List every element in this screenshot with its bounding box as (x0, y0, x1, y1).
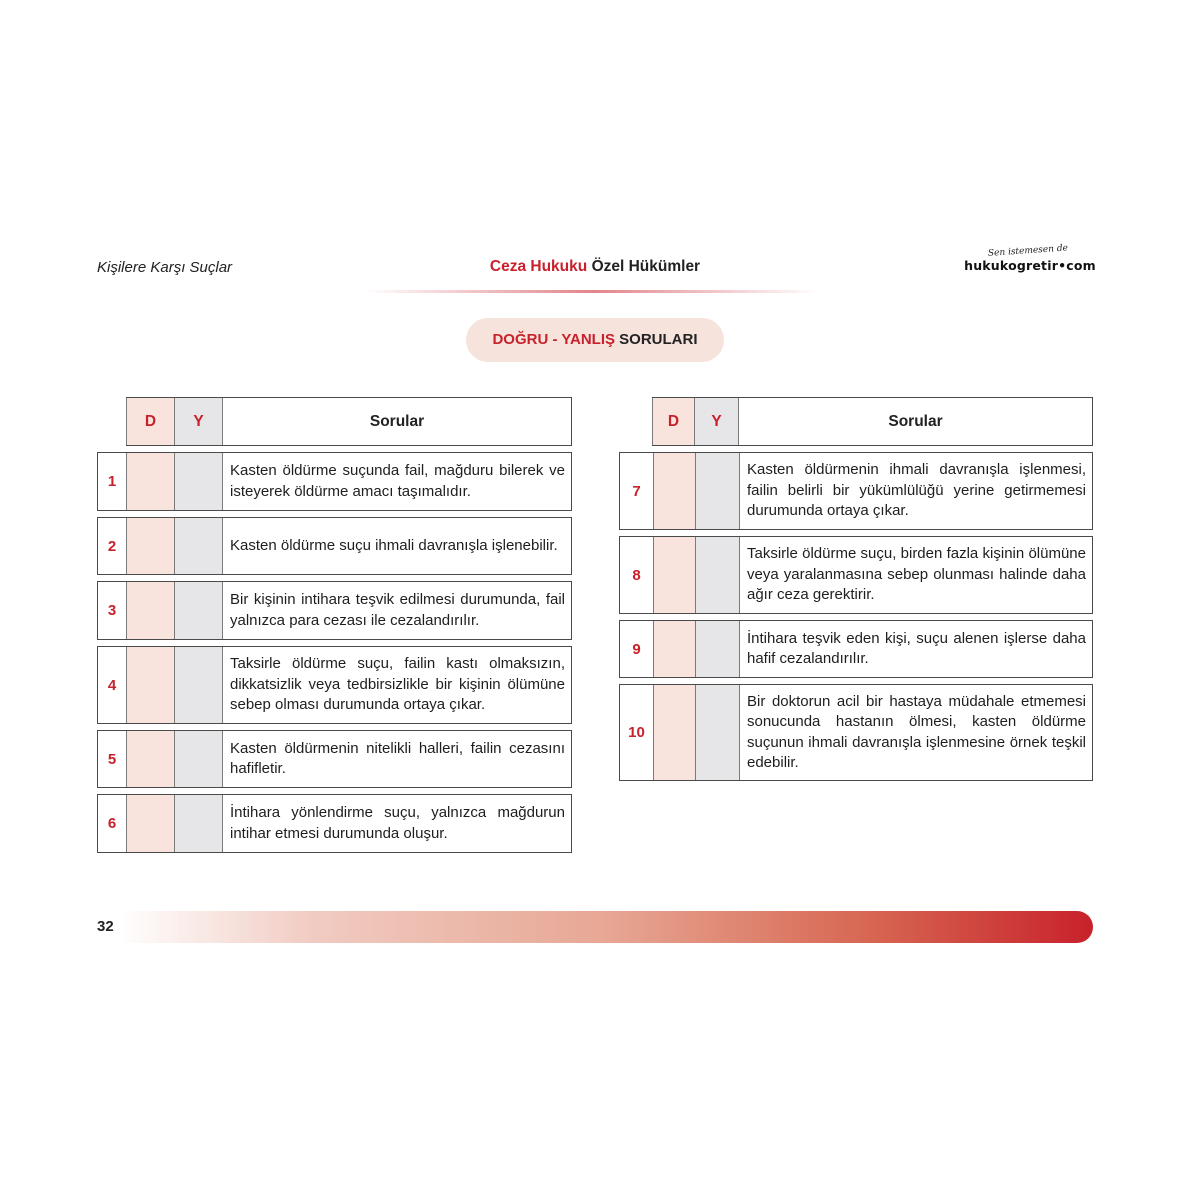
book-title (400, 258, 790, 276)
answer-false-box[interactable] (175, 518, 223, 574)
book-title-dark: Özel Hükümler (591, 258, 701, 275)
question-row (619, 620, 1093, 678)
page-number: 32 (97, 918, 114, 935)
answer-false-box[interactable] (696, 537, 740, 613)
question-row (97, 730, 572, 788)
question-number: 9 (632, 640, 641, 658)
answer-true-box[interactable] (126, 453, 175, 510)
left-header-y: Y (175, 398, 223, 445)
question-number: 7 (632, 482, 641, 500)
answer-false-box[interactable] (175, 453, 223, 510)
question-text: Kasten öldürmenin ihmali davranışla işlenmesi, failin belirli bir yükümlülüğü yerine getirmemesi durumunda ortaya çıkar. (747, 461, 1086, 520)
question-text: Bir doktorun acil bir hastaya müdahale etmemesi sonucunda hastanın ölmesi, kasten öldürme suçunun ihmali davranışla işlenmesine örnek teşkil edebilir. (747, 692, 1086, 771)
answer-true-box[interactable] (653, 685, 696, 780)
brand-logo (960, 243, 1100, 273)
question-number: 8 (632, 566, 641, 584)
question-text: Kasten öldürme suçunda fail, mağduru bilerek ve isteyerek öldürme amacı taşımalıdır. (230, 462, 565, 500)
brand-tagline: Sen istemesen de (987, 243, 1069, 259)
question-text: Taksirle öldürme suçu, birden fazla kişinin ölümüne veya yaralanmasına sebep olunması halinde daha ağır ceza gerektirir. (747, 545, 1086, 604)
question-number: 1 (107, 473, 117, 490)
header-divider (365, 290, 820, 293)
book-title-red: Ceza Hukuku (489, 258, 588, 275)
footer-gradient-bar (118, 911, 1093, 943)
answer-true-box[interactable] (126, 647, 175, 723)
question-number: 3 (107, 602, 117, 619)
question-row (619, 684, 1093, 781)
answer-false-box[interactable] (175, 647, 223, 723)
question-row (97, 646, 572, 724)
answer-true-box[interactable] (126, 731, 175, 787)
answer-true-box[interactable] (653, 621, 696, 677)
right-header-questions: Sorular (888, 412, 943, 430)
left-header-row (126, 397, 572, 446)
answer-true-box[interactable] (126, 518, 175, 574)
right-header-d: D (652, 398, 695, 445)
question-row (619, 536, 1093, 614)
question-row (97, 581, 572, 640)
right-header-y: Y (695, 398, 739, 445)
answer-false-box[interactable] (175, 795, 223, 852)
answer-false-box[interactable] (696, 453, 740, 529)
question-row (97, 517, 572, 575)
question-text: Bir kişinin intihara teşvik edilmesi durumunda, fail yalnızca para cezası ile cezalandırılır. (230, 591, 565, 629)
question-text: Kasten öldürmenin nitelikli halleri, failin cezasını hafifletir. (230, 739, 565, 777)
left-header-questions: Sorular (369, 412, 425, 430)
question-text: İntihara teşvik eden kişi, suçu alenen işlerse daha hafif cezalandırılır. (747, 629, 1086, 667)
answer-true-box[interactable] (126, 582, 175, 639)
question-number: 5 (107, 750, 117, 768)
left-header-d: D (126, 398, 175, 445)
answer-false-box[interactable] (175, 582, 223, 639)
right-header-row (652, 397, 1093, 446)
section-title-dark: SORULARI (619, 331, 698, 348)
chapter-title: Kişilere Karşı Suçlar (97, 259, 233, 276)
question-number: 10 (628, 724, 645, 741)
question-number: 4 (107, 676, 117, 694)
question-row (97, 452, 572, 511)
question-number: 6 (107, 815, 117, 832)
question-row (619, 452, 1093, 530)
question-text: Kasten öldürme suçu ihmali davranışla işlenebilir. (230, 536, 558, 554)
question-number: 2 (107, 537, 117, 555)
brand-domain: hukukogretir•com (964, 258, 1096, 273)
answer-false-box[interactable] (696, 621, 740, 677)
question-text: Taksirle öldürme suçu, failin kastı olmaksızın, dikkatsizlik veya tedbirsizlikle bir kişinin ölümüne sebep olması durumunda ortaya çıkar. (230, 655, 565, 714)
answer-true-box[interactable] (653, 537, 696, 613)
answer-false-box[interactable] (175, 731, 223, 787)
question-text: İntihara yönlendirme suçu, yalnızca mağdurun intihar etmesi durumunda oluşur. (230, 804, 565, 842)
question-row (97, 794, 572, 853)
answer-false-box[interactable] (696, 685, 740, 780)
answer-true-box[interactable] (126, 795, 175, 852)
section-title (466, 318, 724, 362)
section-title-red: DOĞRU - YANLIŞ (492, 331, 615, 348)
answer-true-box[interactable] (653, 453, 696, 529)
